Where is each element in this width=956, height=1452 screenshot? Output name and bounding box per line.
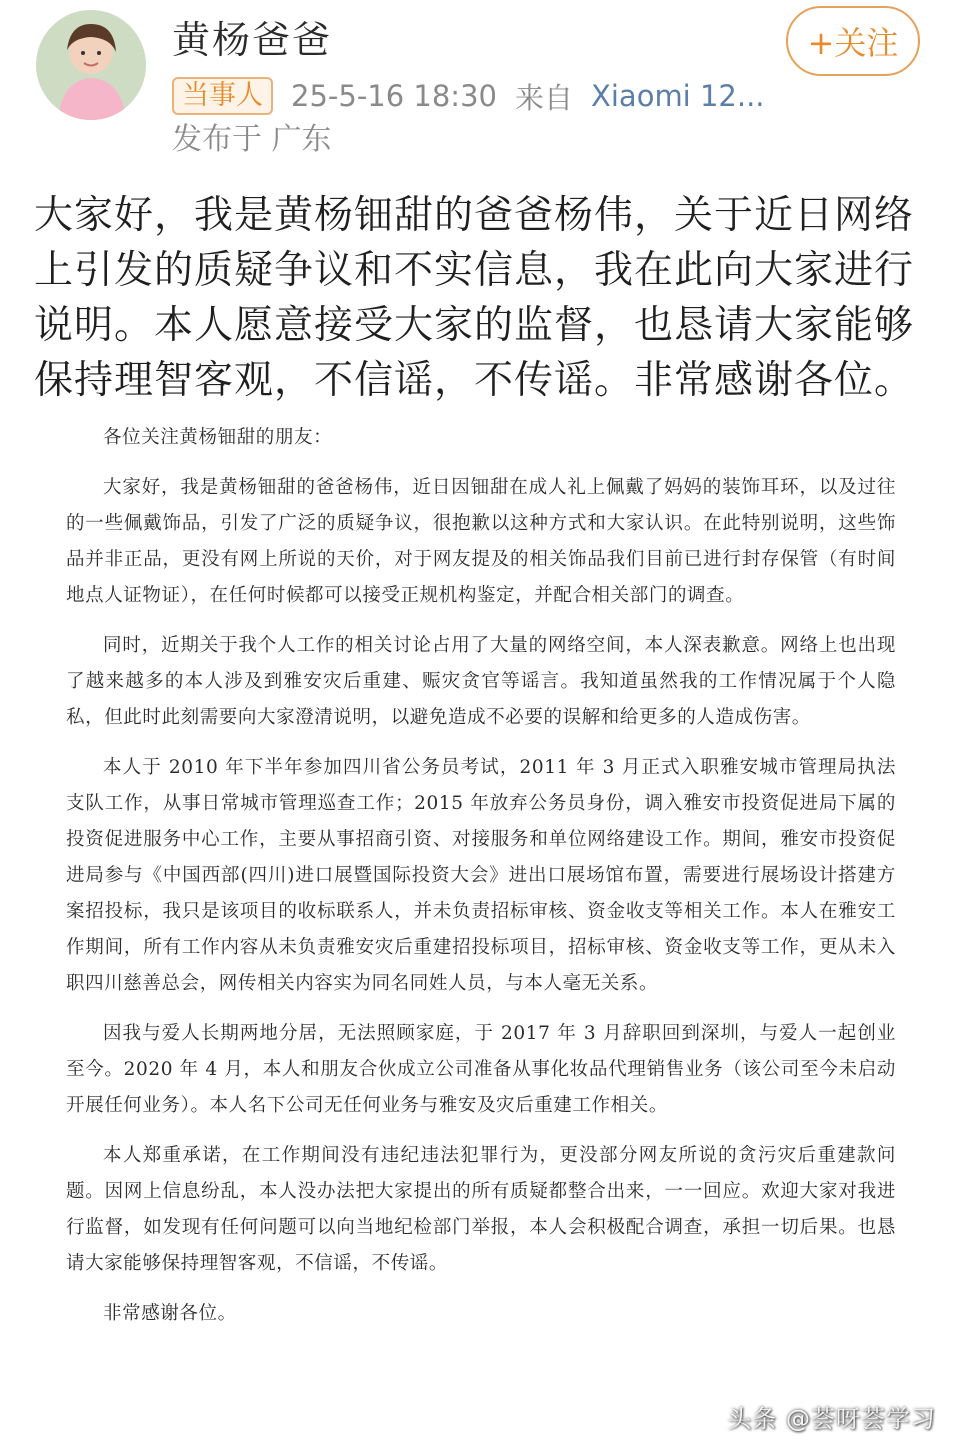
post-header xyxy=(0,0,956,170)
letter-paragraph: 因我与爱人长期两地分居，无法照顾家庭，于 2017 年 3 月辞职回到深圳，与爱人一起创业至今。2020 年 4 月，本人和朋友合伙成立公司准备从事化妆品代理销售业务（该公司至今未启动开展任何业务）。本人名下公司无任何业务与雅安及灾后重建工作相关。 xyxy=(66,1023,896,1116)
watermark: 头条 @荟呀荟学习 xyxy=(727,1405,936,1433)
avatar[interactable] xyxy=(36,10,146,120)
device-name[interactable]: Xiaomi 12... xyxy=(591,79,765,113)
source-prefix: 来自 xyxy=(514,80,573,115)
letter-paragraph: 同时，近期关于我个人工作的相关讨论占用了大量的网络空间，本人深表歉意。网络上也出现了越来越多的本人涉及到雅安灾后重建、赈灾贪官等谣言。我知道虽然我的工作情况属于个人隐私，但此时此刻需要向大家澄清说明，以避免造成不必要的误解和给更多的人造成伤害。 xyxy=(66,635,896,728)
letter-salutation: 各位关注黄杨钿甜的朋友： xyxy=(103,427,333,448)
letter-paragraph: 本人郑重承诺，在工作期间没有违纪违法犯罪行为，更没部分网友所说的贪污灾后重建款问题。因网上信息纷乱，本人没办法把大家提出的所有质疑都整合出来，一一回应。欢迎大家对我进行监督，如发现有任何问题可以向当地纪检部门举报，本人会积极配合调查，承担一切后果。也恳请大家能够保持理智客观，不信谣，不传谣。 xyxy=(66,1145,896,1274)
post-timestamp: 25-5-16 18:30 xyxy=(291,79,497,113)
letter-paragraph: 本人于 2010 年下半年参加四川省公务员考试，2011 年 3 月正式入职雅安城市管理局执法支队工作，从事日常城市管理巡查工作；2015 年放弃公务员身份，调入雅安市投资促进局下属的投资促进服务中心工作，主要从事招商引资、对接服务和单位网络建设工作。期间，雅安市投资促进局参与《中国西部(四川)进口展暨国际投资大会》进出口展场馆布置，需要进行展场设计搭建方案招投标，我只是该项目的收标联系人，并未负责招标审核、资金收支等相关工作。本人在雅安工作期间，所有工作内容从未负责雅安灾后重建招投标项目，招标审核、资金收支等工作，更从未入职四川慈善总会，网传相关内容实为同名同姓人员，与本人毫无关系。 xyxy=(66,757,896,994)
party-badge: 当事人 xyxy=(172,77,273,115)
post-meta xyxy=(172,76,765,116)
post-body: 大家好，我是黄杨钿甜的爸爸杨伟，关于近日网络上引发的质疑争议和不实信息，我在此向大家进行说明。本人愿意接受大家的监督，也恳请大家能够保持理智客观，不信谣，不传谣。非常感谢各位。 xyxy=(34,193,915,403)
letter-paragraph: 大家好，我是黄杨钿甜的爸爸杨伟，近日因钿甜在成人礼上佩戴了妈妈的装饰耳环，以及过往的一些佩戴饰品，引发了广泛的质疑争议，很抱歉以这种方式和大家认识。在此特别说明，这些饰品并非正品，更没有网上所说的天价，对于网友提及的相关饰品我们目前已进行封存保管（有时间地点人证物证），在任何时候都可以接受正规机构鉴定，并配合相关部门的调查。 xyxy=(66,477,896,606)
letter-closing: 非常感谢各位。 xyxy=(103,1303,237,1324)
post-location: 发布于 广东 xyxy=(172,122,332,157)
follow-button[interactable]: +关注 xyxy=(786,6,920,76)
letter-image[interactable] xyxy=(66,420,896,1346)
user-name[interactable]: 黄杨爸爸 xyxy=(172,18,333,62)
